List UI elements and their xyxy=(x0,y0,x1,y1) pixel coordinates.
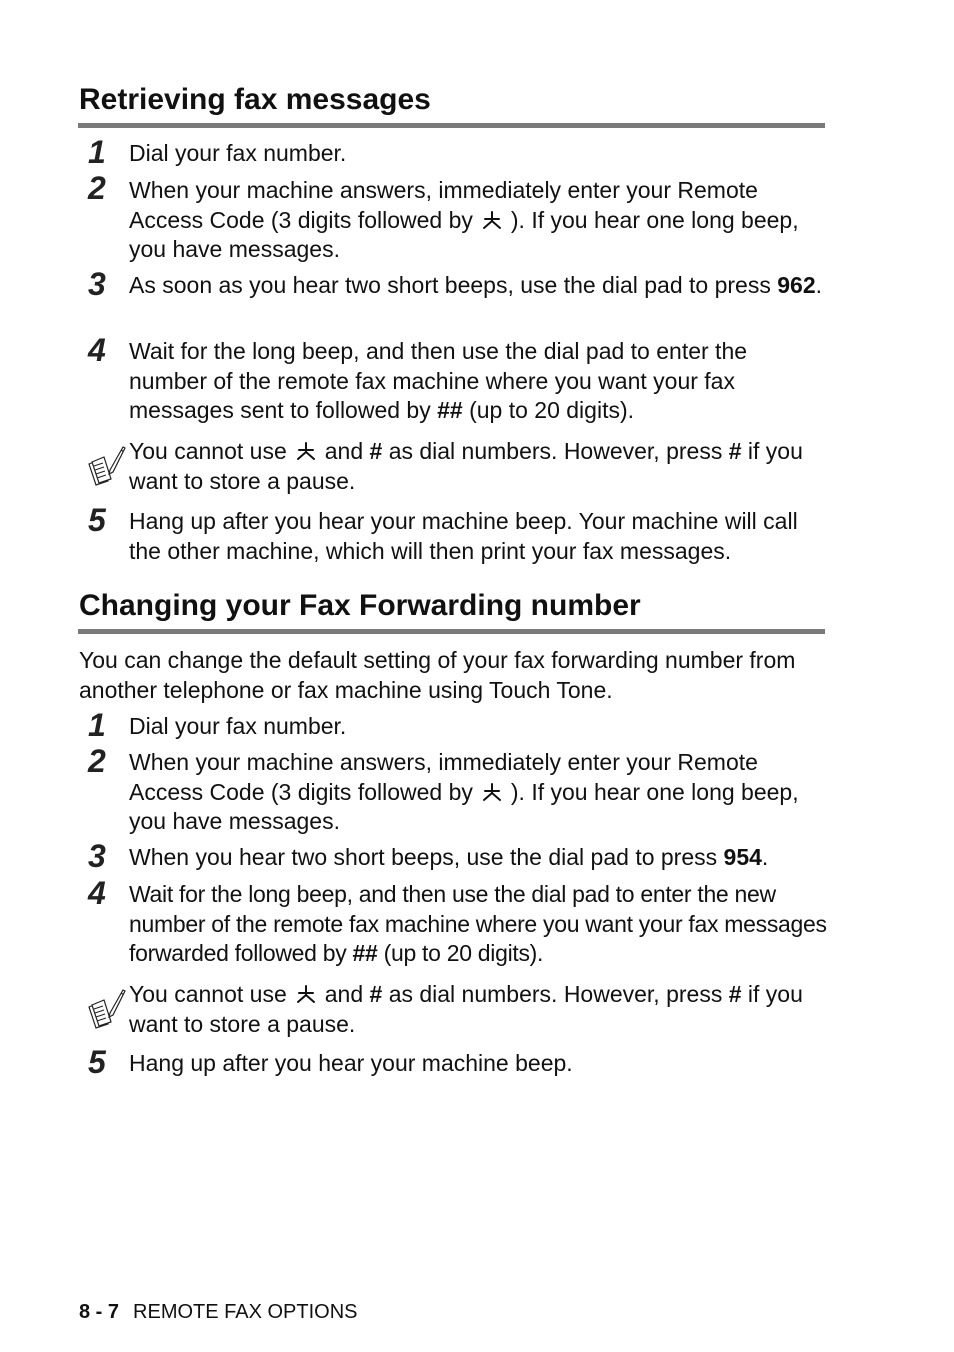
page-footer xyxy=(79,1300,358,1324)
step-text-part: ). If you hear one long beep, you have messages. xyxy=(129,778,799,834)
step-text: Hang up after you hear your machine beep. Your machine will call the other machine, which will then print your fax messages. xyxy=(129,508,798,564)
key-sequence: 962 xyxy=(777,272,816,298)
step-text xyxy=(129,337,829,426)
step-number: 2 xyxy=(88,743,106,779)
page-number: 8 - 7 xyxy=(79,1301,120,1323)
step-text: Dial your fax number. xyxy=(129,140,347,166)
intro-text: You can change the default setting of your fax forwarding number from another telephone or fax machine using Touch Tone. xyxy=(79,647,796,703)
key-sequence: ## xyxy=(437,397,463,423)
hash-key: # xyxy=(728,981,742,1007)
chapter-name: REMOTE FAX OPTIONS xyxy=(133,1301,358,1323)
star-key-icon xyxy=(481,780,503,800)
step-text-part: . xyxy=(815,272,822,298)
note-text-part: if you want to store a pause. xyxy=(129,981,803,1037)
step-text-part: When you hear two short beeps, use the dial pad to press xyxy=(129,844,724,870)
star-key-icon xyxy=(295,982,317,1002)
step-text-part: When your machine answers, immediately enter your Remote Access Code (3 digits followed by xyxy=(129,177,758,233)
step-text: Dial your fax number. xyxy=(129,713,347,739)
note-pencil-icon xyxy=(86,987,126,1029)
note-text-part: You cannot use xyxy=(129,438,287,464)
step-number: 4 xyxy=(88,875,106,911)
step-text-part: As soon as you hear two short beeps, use the dial pad to press xyxy=(129,272,778,298)
note-text xyxy=(129,980,829,1039)
note-text xyxy=(129,437,829,496)
step-number: 5 xyxy=(88,502,106,538)
step-number: 5 xyxy=(88,1044,106,1080)
note-text-part: if you want to store a pause. xyxy=(129,438,803,494)
section-title-forwarding: Changing your Fax Forwarding number xyxy=(79,589,641,622)
hash-key: # xyxy=(728,438,742,464)
step-number: 1 xyxy=(88,134,106,170)
hash-key: # xyxy=(369,981,383,1007)
step-text xyxy=(129,843,839,873)
step-text-part: ). If you hear one long beep, you have messages. xyxy=(129,206,799,262)
note-text-part: and xyxy=(324,981,364,1007)
step-text-part: (up to 20 digits). xyxy=(377,940,544,966)
step-number: 1 xyxy=(88,707,106,743)
section-title-retrieving: Retrieving fax messages xyxy=(79,83,431,116)
note-text-part: and xyxy=(324,438,364,464)
step-text xyxy=(129,748,829,837)
step-text xyxy=(129,880,829,969)
step-number: 3 xyxy=(88,266,106,302)
step-number: 2 xyxy=(88,170,106,206)
step-text-part: When your machine answers, immediately enter your Remote Access Code (3 digits followed by xyxy=(129,749,758,805)
step-text xyxy=(129,176,829,265)
step-text-part: (up to 20 digits). xyxy=(462,397,635,423)
step-number: 4 xyxy=(88,332,106,368)
star-key-icon xyxy=(295,439,317,459)
key-sequence: 954 xyxy=(723,844,762,870)
step-text xyxy=(129,271,829,301)
step-text: Hang up after you hear your machine beep. xyxy=(129,1050,573,1076)
section-rule xyxy=(78,629,825,634)
note-pencil-icon xyxy=(86,444,126,486)
step-text-part: . xyxy=(761,844,769,870)
step-text-part: Wait for the long beep, and then use the dial pad to enter the number of the remote fax machine where you want your fax messages sent to followed by xyxy=(129,338,748,423)
note-text-part: as dial numbers. However, press xyxy=(388,438,723,464)
note-text-part: as dial numbers. However, press xyxy=(388,981,723,1007)
section-rule xyxy=(78,123,825,128)
note-text-part: You cannot use xyxy=(129,981,287,1007)
hash-key: # xyxy=(369,438,383,464)
step-text-part: Wait for the long beep, and then use the dial pad to enter the new number of the remote fax machine where you want your fax messages forwarded followed by xyxy=(129,881,827,966)
star-key-icon xyxy=(481,208,503,228)
key-sequence: ## xyxy=(352,940,378,966)
step-number: 3 xyxy=(88,838,106,874)
